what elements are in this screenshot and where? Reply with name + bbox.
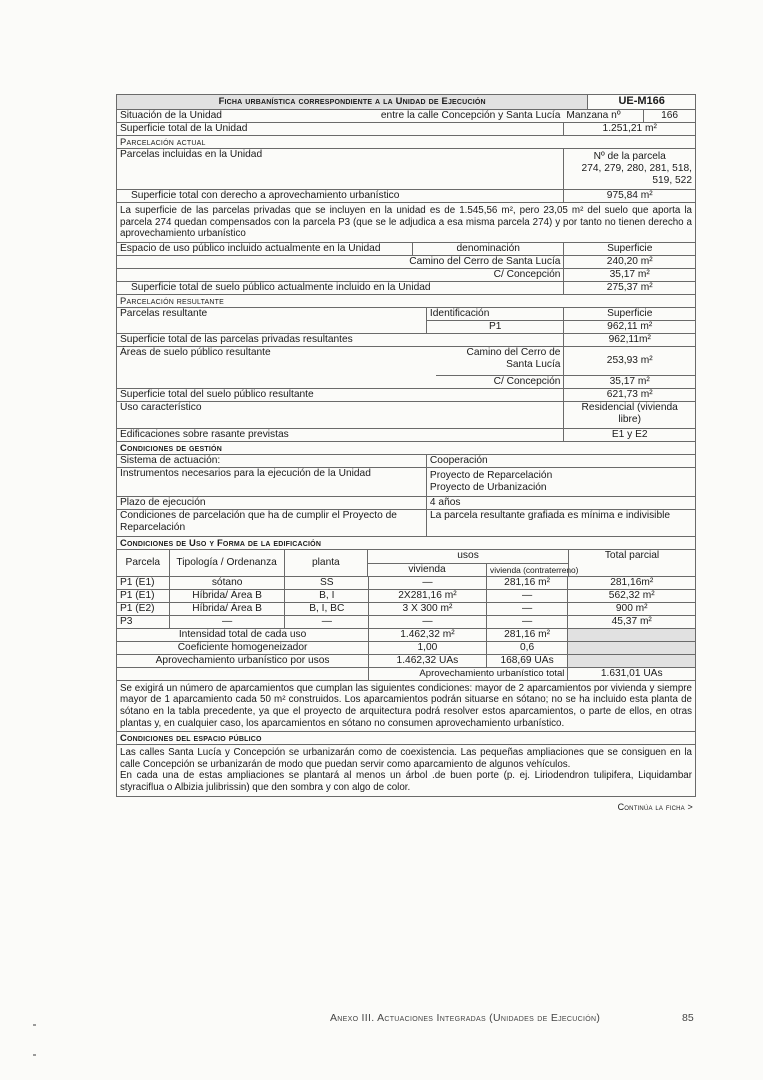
cell-vivienda: 2X281,16 m² bbox=[368, 590, 486, 602]
page-number: 85 bbox=[682, 1012, 694, 1024]
cell-planta: SS bbox=[284, 577, 368, 589]
cell-tipologia: sótano bbox=[169, 577, 285, 589]
cell-planta: B, I, BC bbox=[284, 603, 368, 615]
col-vivienda-contra: vivienda (contraterreno) bbox=[486, 564, 568, 576]
col-parcela: Parcela bbox=[125, 556, 161, 568]
uso-caracteristico-label: Uso característico bbox=[120, 401, 202, 413]
superficie-label: Superficie bbox=[563, 243, 695, 255]
col-planta: planta bbox=[284, 550, 367, 576]
espacio-publico-p1: Las calles Santa Lucía y Concepción se urbanizarán como de coexistencia. Las pequeñas ampliaciones que se consiguen en la calle Concepción se urbanizarán de modo que puedan servir como aparcamiento de algunos vehículos. bbox=[120, 747, 692, 770]
sup-publico-actual-label: Superficie total de suelo público actualmente incluido en la Unidad bbox=[131, 281, 431, 293]
urban-planning-sheet bbox=[116, 94, 696, 817]
aprov-usos-label: Aprovechamiento urbanístico por usos bbox=[155, 654, 330, 666]
denominacion-label: denominación bbox=[412, 243, 563, 255]
section-gestion: Condiciones de gestión bbox=[120, 441, 222, 453]
coeficiente-label: Coeficiente homogeneizador bbox=[177, 641, 308, 653]
espacio-name: C/ Concepción bbox=[493, 268, 561, 280]
coeficiente-vivienda: 1,00 bbox=[368, 642, 486, 654]
cell-contra: — bbox=[486, 590, 568, 602]
table-row bbox=[117, 602, 695, 615]
espacio-publico-text bbox=[117, 745, 695, 795]
sistema-value: Cooperación bbox=[426, 455, 695, 467]
area-name: Camino del Cerro de Santa Lucía bbox=[466, 346, 561, 370]
cell-parcela: P1 (E2) bbox=[120, 602, 155, 614]
parcelas-note: La superficie de las parcelas privadas que se incluyen en la unidad es de 1.545,56 m², pero 23,05 m² del suelo que aporta la parcela 274 quedan compensados con la parcela P3 (que se le adjudica a esa misma parcela 274) y por tanto no tienen derecho a aprovechamiento urbanístico bbox=[120, 205, 692, 240]
sup-publico-res-value: 621,73 m² bbox=[563, 389, 695, 401]
cell-vivienda: — bbox=[368, 577, 486, 589]
table-row bbox=[117, 615, 695, 628]
cell-total: 900 m² bbox=[567, 603, 695, 615]
area-value: 35,17 m² bbox=[563, 375, 695, 388]
situacion-value: entre la calle Concepción y Santa Lucía bbox=[380, 110, 561, 121]
instrumentos-list bbox=[426, 468, 695, 496]
espacio-name: Camino del Cerro de Santa Lucía bbox=[409, 255, 561, 267]
cond-parcelacion-label: Condiciones de parcelación que ha de cumplir el Proyecto de Reparcelación bbox=[120, 509, 397, 533]
cell-parcela: P1 (E1) bbox=[120, 576, 155, 588]
sup-publico-actual-value: 275,37 m² bbox=[563, 282, 695, 294]
area-value: 253,93 m² bbox=[563, 347, 695, 375]
section-espacio-publico: Condiciones del espacio público bbox=[120, 732, 262, 744]
plazo-value: 4 años bbox=[426, 497, 695, 509]
instrumento-item: Proyecto de Reparcelación bbox=[429, 469, 553, 481]
cell-contra: 281,16 m² bbox=[486, 577, 568, 589]
cell-vivienda: 3 X 300 m² bbox=[368, 603, 486, 615]
intensidad-vivienda: 1.462,32 m² bbox=[368, 629, 486, 641]
plazo-label: Plazo de ejecución bbox=[120, 496, 206, 508]
cell-tipologia: — bbox=[169, 616, 285, 628]
scan-speck bbox=[33, 1024, 36, 1026]
cell-contra: — bbox=[486, 616, 568, 628]
espacio-value: 240,20 m² bbox=[563, 256, 695, 268]
section-uso-forma: Condiciones de Uso y Forma de la edificación bbox=[120, 536, 322, 548]
uso-caracteristico-value: Residencial (vivienda libre) bbox=[563, 402, 695, 428]
parcela-id: P1 bbox=[426, 320, 564, 333]
areas-publico-label: Áreas de suelo público resultante bbox=[120, 346, 271, 358]
sup-derecho-value: 975,84 m² bbox=[563, 190, 695, 202]
instrumentos-label: Instrumentos necesarios para la ejecución de la Unidad bbox=[120, 467, 371, 479]
parcelas-incluidas-label: Parcelas incluidas en la Unidad bbox=[120, 149, 263, 160]
cell-total: 45,37 m² bbox=[567, 616, 695, 628]
cell-total: 562,32 m² bbox=[567, 590, 695, 602]
num-parcela-block bbox=[563, 149, 695, 189]
footer-text: Anexo III. Actuaciones Integradas (Unidades de Ejecución) bbox=[330, 1012, 601, 1024]
situacion-label: Situación de la Unidad bbox=[120, 110, 222, 121]
manzana-value: 166 bbox=[643, 110, 695, 122]
section-parcelacion-actual: Parcelación actual bbox=[120, 136, 206, 147]
sup-derecho-label: Superficie total con derecho a aprovechamiento urbanístico bbox=[131, 190, 400, 201]
parcela-value: 962,11 m² bbox=[563, 320, 695, 333]
sup-unidad-label: Superficie total de la Unidad bbox=[120, 123, 248, 134]
edificaciones-label: Edificaciones sobre rasante previstas bbox=[120, 428, 289, 440]
cell-planta: B, I bbox=[284, 590, 368, 602]
col-tipologia: Tipología / Ordenanza bbox=[169, 550, 284, 576]
parcelas-resultante-label: Parcelas resultante bbox=[120, 307, 208, 319]
sistema-label: Sistema de actuación: bbox=[120, 454, 221, 466]
aparcamientos-note: Se exigirá un número de aparcamientos que cumplan las siguientes condiciones: mayor de 2 aparcamientos por vivienda y siempre mayor de 1 aparcamiento cada 50 m² construidos. Los aparcamientos podrán situarse en sótano; no se ha incluido esta planta de sótano en la tabla precedente, ya que el proyecto de arquitectura podrá resolver estos aparcamientos, o parte de ellos, en otras plantas y, en cualquier caso, los aparcamientos en sótano no consumen aprovechamiento urbanístico. bbox=[120, 682, 692, 729]
sheet-title: Ficha urbanística correspondiente a la Unidad de Ejecución bbox=[117, 95, 587, 109]
num-parcela-label: Nº de la parcela bbox=[593, 151, 666, 162]
coeficiente-contra: 0,6 bbox=[486, 642, 568, 654]
sup-privadas-value: 962,11m² bbox=[563, 334, 695, 346]
cell-parcela: P3 bbox=[120, 615, 133, 627]
edificaciones-value: E1 y E2 bbox=[563, 429, 695, 441]
cell-tipologia: Híbrida/ Área B bbox=[169, 603, 285, 615]
espacio-publico-p2: En cada una de estas ampliaciones se plantará al menos un árbol .de buen porte (p. ej. Liriodendron tulipifera, Liquidambar styraciflua o Albizia julibrissin) que den sombra y con algo de color. bbox=[120, 770, 692, 793]
manzana-label: Manzana nº bbox=[566, 110, 621, 121]
col-total: Total parcial bbox=[568, 550, 695, 576]
superficie-res-label: Superficie bbox=[563, 308, 695, 320]
col-usos-group bbox=[367, 549, 579, 576]
section-parcelacion-resultante: Parcelación resultante bbox=[120, 294, 225, 306]
aprov-usos-contra: 168,69 UAs bbox=[486, 655, 568, 667]
continua-link[interactable]: Continúa la ficha > bbox=[617, 801, 693, 812]
aprov-usos-vivienda: 1.462,32 UAs bbox=[368, 655, 486, 667]
instrumento-item: Proyecto de Urbanización bbox=[429, 481, 547, 493]
identificacion-label: Identificación bbox=[426, 308, 564, 320]
intensidad-contra: 281,16 m² bbox=[486, 629, 568, 641]
num-parcela-value: 274, 279, 280, 281, 518, 519, 522 bbox=[581, 163, 692, 186]
sup-publico-res-label: Superficie total del suelo público resultante bbox=[120, 388, 314, 400]
unit-code: UE-M166 bbox=[587, 95, 695, 109]
cell-tipologia: Híbrida/ Área B bbox=[169, 590, 285, 602]
col-vivienda: vivienda bbox=[408, 563, 446, 575]
cell-contra: — bbox=[486, 603, 568, 615]
table-row bbox=[117, 589, 695, 602]
espacio-value: 35,17 m² bbox=[563, 269, 695, 281]
cell-vivienda: — bbox=[368, 616, 486, 628]
aprov-total-label: Aprovechamiento urbanístico total bbox=[368, 668, 567, 680]
cell-total: 281,16m² bbox=[567, 577, 695, 589]
intensidad-label: Intensidad total de cada uso bbox=[178, 628, 307, 640]
scan-speck bbox=[33, 1054, 36, 1056]
cell-parcela: P1 (E1) bbox=[120, 589, 155, 601]
sup-unidad-value: 1.251,21 m² bbox=[563, 123, 695, 135]
sup-privadas-label: Superficie total de las parcelas privadas resultantes bbox=[120, 333, 353, 345]
col-usos: usos bbox=[457, 549, 479, 561]
aprov-total-value: 1.631,01 UAs bbox=[567, 668, 695, 680]
table-row bbox=[117, 576, 695, 589]
cond-parcelacion-value: La parcela resultante grafiada es mínima e indivisible bbox=[426, 510, 695, 536]
espacio-publico-label: Espacio de uso público incluido actualmente en la Unidad bbox=[120, 242, 381, 254]
cell-planta: — bbox=[284, 616, 368, 628]
area-name: C/ Concepción bbox=[436, 375, 564, 388]
